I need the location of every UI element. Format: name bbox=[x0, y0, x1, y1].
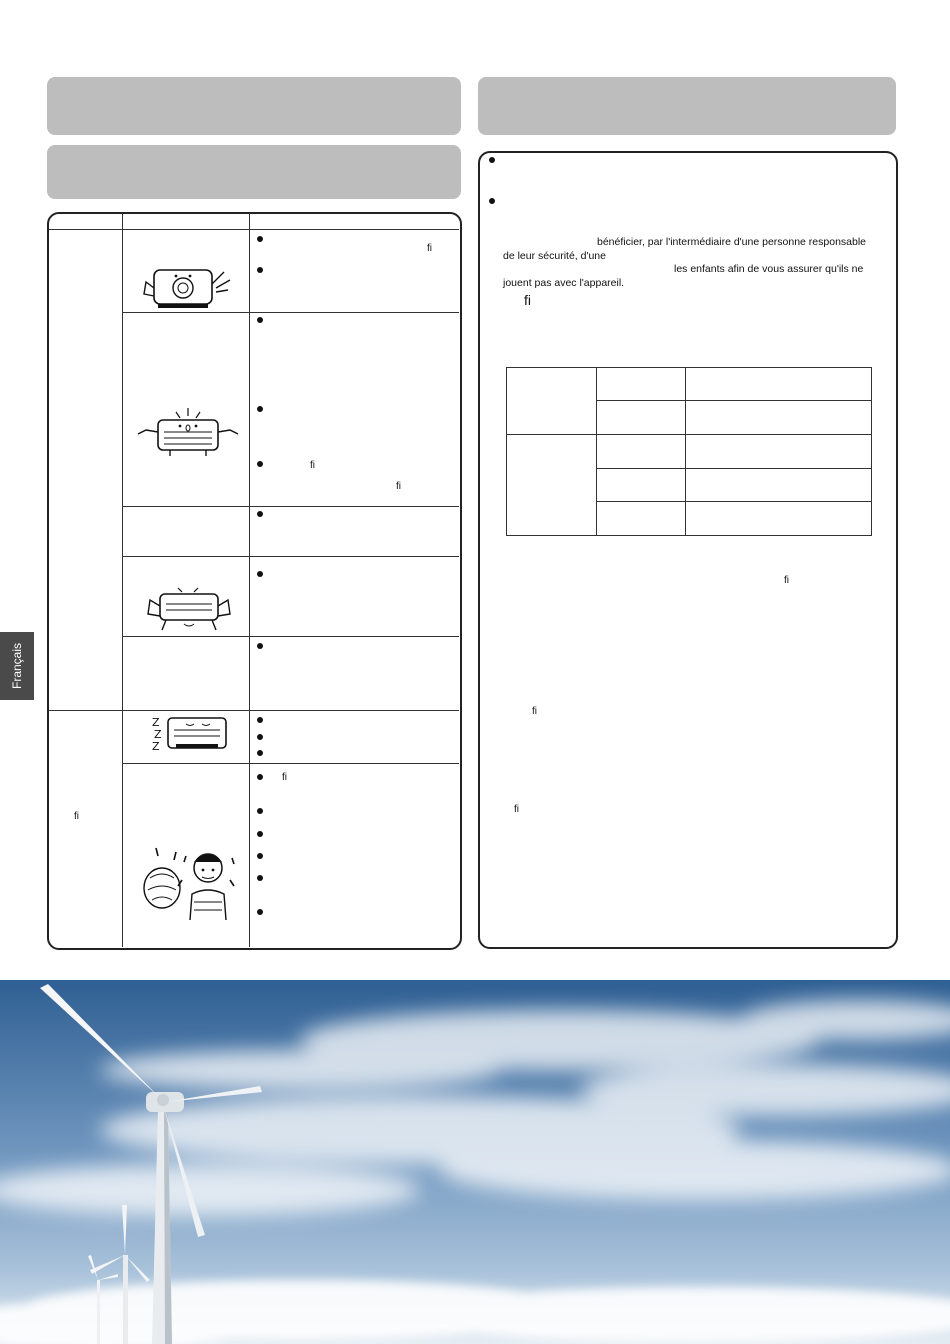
right-header-band bbox=[478, 77, 896, 135]
bullet bbox=[257, 875, 263, 881]
bullet bbox=[489, 157, 495, 163]
svg-text:Z: Z bbox=[152, 740, 160, 753]
row-divider bbox=[122, 506, 459, 507]
table-header-divider bbox=[49, 229, 459, 230]
unit-waving-icon bbox=[140, 260, 232, 310]
col-divider-1 bbox=[122, 213, 123, 947]
language-tab[interactable] bbox=[0, 632, 34, 700]
troubleshooting-table bbox=[47, 212, 462, 950]
ligature-glyph: fi bbox=[310, 460, 315, 471]
photo-svg bbox=[0, 980, 950, 1344]
ligature-glyph: fi bbox=[74, 811, 79, 822]
bullet bbox=[257, 808, 263, 814]
spec-row-divider bbox=[596, 400, 871, 401]
spec-table bbox=[506, 367, 872, 536]
bullet bbox=[257, 317, 263, 323]
left-subheader-band bbox=[47, 145, 461, 199]
unit-crying-icon bbox=[144, 584, 234, 632]
bullet bbox=[257, 831, 263, 837]
bullet bbox=[257, 909, 263, 915]
bullet bbox=[257, 406, 263, 412]
svg-text:Z: Z bbox=[154, 728, 162, 741]
unit-shrugging-icon bbox=[136, 408, 240, 458]
bullet bbox=[257, 717, 263, 723]
bullet bbox=[257, 643, 263, 649]
row-divider bbox=[122, 763, 459, 764]
ligature-glyph: fi bbox=[524, 292, 531, 308]
bullet bbox=[257, 734, 263, 740]
left-header-band bbox=[47, 77, 461, 135]
safety-text-line-1: bénéficier, par l'intermédiaire d'une personne responsable bbox=[597, 236, 867, 248]
bullet bbox=[489, 198, 495, 204]
spec-row-divider bbox=[596, 468, 871, 469]
safety-text-line-3: les enfants afin de vous assurer qu'ils ne bbox=[674, 263, 864, 275]
ligature-glyph: fi bbox=[427, 243, 432, 254]
unit-sleeping-icon bbox=[150, 714, 230, 754]
sweating-person-icon bbox=[136, 840, 240, 920]
ligature-glyph: fi bbox=[282, 772, 287, 783]
ligature-glyph: fi bbox=[396, 481, 401, 492]
ligature-glyph: fi bbox=[532, 706, 537, 717]
bullet bbox=[257, 267, 263, 273]
group-divider bbox=[49, 710, 459, 711]
spec-col-divider-1 bbox=[596, 367, 597, 535]
svg-text:Z: Z bbox=[152, 716, 160, 729]
ligature-glyph: fi bbox=[514, 804, 519, 815]
bullet bbox=[257, 236, 263, 242]
bullet bbox=[257, 774, 263, 780]
ligature-glyph: fi bbox=[784, 575, 789, 586]
bullet bbox=[257, 750, 263, 756]
spec-row-divider bbox=[506, 434, 871, 435]
wind-turbine-sky-photo bbox=[0, 980, 950, 1344]
safety-text-line-2: de leur sécurité, d'une bbox=[503, 250, 606, 262]
spec-col-divider-2 bbox=[685, 367, 686, 535]
safety-text-line-4: jouent pas avec l'appareil. bbox=[503, 277, 625, 289]
row-divider bbox=[122, 556, 459, 557]
bullet bbox=[257, 853, 263, 859]
row-divider bbox=[122, 312, 459, 313]
row-divider bbox=[122, 636, 459, 637]
spec-row-divider bbox=[596, 501, 871, 502]
bullet bbox=[257, 571, 263, 577]
bullet bbox=[257, 461, 263, 467]
col-divider-2 bbox=[249, 213, 250, 947]
language-label: Français bbox=[10, 642, 25, 690]
bullet bbox=[257, 511, 263, 517]
